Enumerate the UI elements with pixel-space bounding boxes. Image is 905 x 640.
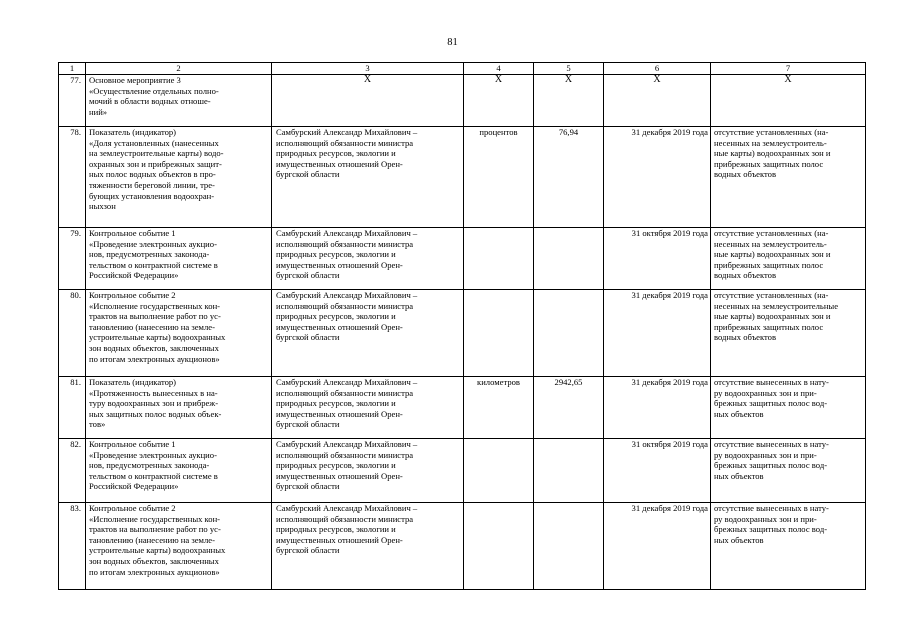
- consequence-note: отсутствие вынесенных в нату- ру водоохранных зон и при- брежных защитных полос вод- ных объектов: [711, 439, 866, 503]
- table-row: [59, 290, 866, 377]
- responsible-person: Самбурский Александр Михайлович – исполняющий обязанности министра природных ресурсов, экологии и имущественных отношений Орен- бургской области: [272, 127, 464, 228]
- responsible-person: Самбурский Александр Михайлович – исполняющий обязанности министра природных ресурсов, экологии и имущественных отношений Орен- бургской области: [272, 377, 464, 439]
- activity-name: Контрольное событие 2 «Исполнение государственных кон- трактов на выполнение работ по ус- тановлению (нанесению на земле- устроительные карты) водоохранных зон водных объектов, заключенных по итогам электронных аукционов»: [86, 503, 272, 590]
- row-number: 77.: [59, 75, 86, 127]
- table-row: [59, 377, 866, 439]
- column-header-7: 7: [711, 63, 866, 75]
- target-value: [534, 439, 604, 503]
- target-value: 76,94: [534, 127, 604, 228]
- activity-name: Показатель (индикатор) «Протяженность вынесенных в на- туру водоохранных зон и прибреж- ных защитных полос водных объек- тов»: [86, 377, 272, 439]
- unit-of-measure: Х: [464, 75, 534, 127]
- unit-of-measure: [464, 228, 534, 290]
- column-header-3: 3: [272, 63, 464, 75]
- row-number: 80.: [59, 290, 86, 377]
- activity-name: Показатель (индикатор) «Доля установленных (нанесенных на землеустроительные карты) водо- охранных зон и прибрежных защит- ных полос водных объектов в про- тяженности береговой линии, тре- бующих установления водоохран- ныхзон: [86, 127, 272, 228]
- column-header-6: 6: [604, 63, 711, 75]
- deadline: 31 декабря 2019 года: [604, 503, 711, 590]
- row-number: 79.: [59, 228, 86, 290]
- consequence-note: Х: [711, 75, 866, 127]
- responsible-person: Х: [272, 75, 464, 127]
- target-value: [534, 290, 604, 377]
- consequence-note: отсутствие установленных (на- несенных на землеустроительные ные карты) водоохранных зон и прибрежных защитных полос водных объектов: [711, 290, 866, 377]
- activity-name: Контрольное событие 1 «Проведение электронных аукцио- нов, предусмотренных законода- тельством о контрактной системе в Российской Федерации»: [86, 439, 272, 503]
- column-number-row: [59, 63, 866, 75]
- deadline: 31 октября 2019 года: [604, 228, 711, 290]
- table-row: [59, 75, 866, 127]
- unit-of-measure: [464, 503, 534, 590]
- activity-name: Контрольное событие 2 «Исполнение государственных кон- трактов на выполнение работ по ус- тановлению (нанесению на земле- устроительные карты) водоохранных зон водных объектов, заключенных по итогам электронных аукционов»: [86, 290, 272, 377]
- responsible-person: Самбурский Александр Михайлович – исполняющий обязанности министра природных ресурсов, экологии и имущественных отношений Орен- бургской области: [272, 439, 464, 503]
- deadline: 31 октября 2019 года: [604, 439, 711, 503]
- deadline: 31 декабря 2019 года: [604, 290, 711, 377]
- page-number: 81: [447, 37, 458, 48]
- row-number: 81.: [59, 377, 86, 439]
- responsible-person: Самбурский Александр Михайлович – исполняющий обязанности министра природных ресурсов, экологии и имущественных отношений Орен- бургской области: [272, 503, 464, 590]
- column-header-5: 5: [534, 63, 604, 75]
- responsible-person: Самбурский Александр Михайлович – исполняющий обязанности министра природных ресурсов, экологии и имущественных отношений Орен- бургской области: [272, 290, 464, 377]
- deadline: Х: [604, 75, 711, 127]
- responsible-person: Самбурский Александр Михайлович – исполняющий обязанности министра природных ресурсов, экологии и имущественных отношений Орен- бургской области: [272, 228, 464, 290]
- column-header-1: 1: [59, 63, 86, 75]
- unit-of-measure: процентов: [464, 127, 534, 228]
- consequence-note: отсутствие установленных (на- несенных на землеустроитель- ные карты) водоохранных зон и прибрежных защитных полос водных объектов: [711, 228, 866, 290]
- measures-table: [58, 62, 866, 590]
- unit-of-measure: [464, 290, 534, 377]
- unit-of-measure: километров: [464, 377, 534, 439]
- row-number: 82.: [59, 439, 86, 503]
- activity-name: Основное мероприятие 3 «Осуществление отдельных полно- мочий в области водных отноше- ний»: [86, 75, 272, 127]
- consequence-note: отсутствие вынесенных в нату- ру водоохранных зон и при- брежных защитных полос вод- ных объектов: [711, 377, 866, 439]
- table-row: [59, 503, 866, 590]
- row-number: 78.: [59, 127, 86, 228]
- target-value: Х: [534, 75, 604, 127]
- target-value: [534, 228, 604, 290]
- table-row: [59, 228, 866, 290]
- consequence-note: отсутствие установленных (на- несенных на землеустроитель- ные карты) водоохранных зон и прибрежных защитных полос водных объектов: [711, 127, 866, 228]
- table-row: [59, 127, 866, 228]
- unit-of-measure: [464, 439, 534, 503]
- column-header-2: 2: [86, 63, 272, 75]
- activity-name: Контрольное событие 1 «Проведение электронных аукцио- нов, предусмотренных законода- тельством о контрактной системе в Российской Федерации»: [86, 228, 272, 290]
- target-value: 2942,65: [534, 377, 604, 439]
- deadline: 31 декабря 2019 года: [604, 127, 711, 228]
- row-number: 83.: [59, 503, 86, 590]
- table-row: [59, 439, 866, 503]
- column-header-4: 4: [464, 63, 534, 75]
- deadline: 31 декабря 2019 года: [604, 377, 711, 439]
- target-value: [534, 503, 604, 590]
- consequence-note: отсутствие вынесенных в нату- ру водоохранных зон и при- брежных защитных полос вод- ных объектов: [711, 503, 866, 590]
